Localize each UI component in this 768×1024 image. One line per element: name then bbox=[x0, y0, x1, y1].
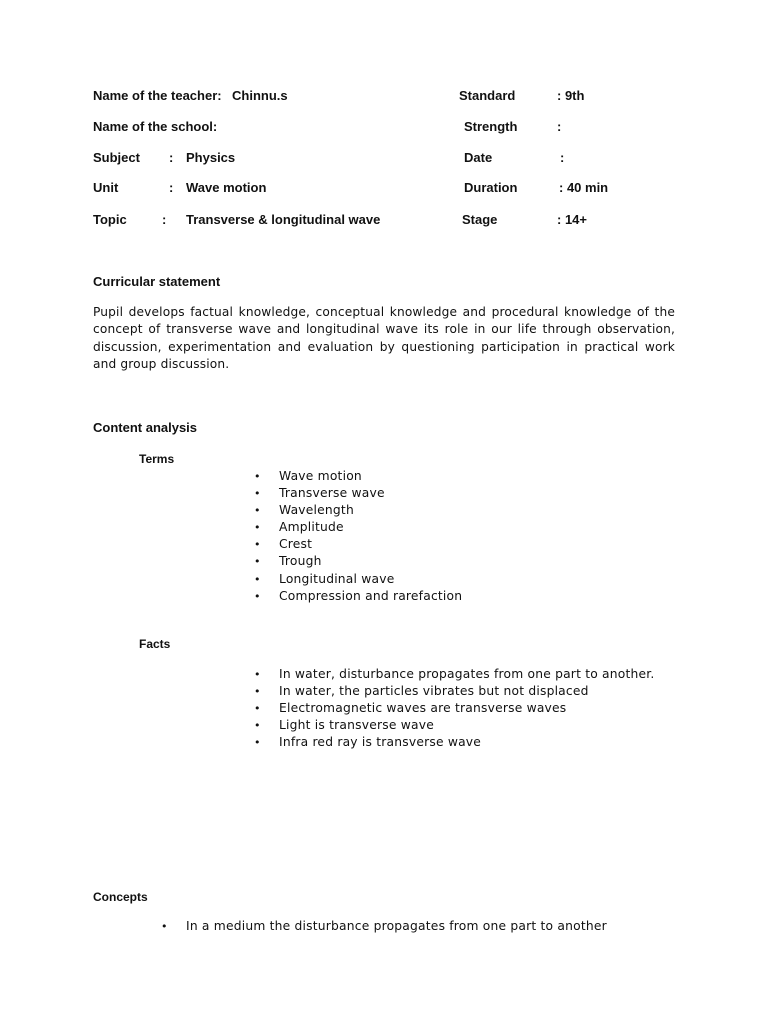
list-item: • Wavelength bbox=[254, 502, 462, 519]
list-item: • Trough bbox=[254, 553, 462, 570]
list-item: • Crest bbox=[254, 536, 462, 553]
teacher-label: Name of the teacher: bbox=[93, 88, 222, 103]
list-item: • Electromagnetic waves are transverse waves bbox=[254, 700, 655, 717]
facts-list bbox=[254, 666, 655, 751]
date-label: Date bbox=[464, 150, 493, 165]
concepts-list bbox=[161, 918, 607, 935]
list-item: • In water, the particles vibrates but not displaced bbox=[254, 683, 655, 700]
list-item: • Infra red ray is transverse wave bbox=[254, 734, 655, 751]
standard-value: : 9th bbox=[557, 88, 585, 103]
topic-colon: : bbox=[162, 212, 167, 227]
teacher-value: Chinnu.s bbox=[232, 88, 288, 103]
content-analysis-heading: Content analysis bbox=[93, 420, 198, 435]
date-value: : bbox=[560, 150, 565, 165]
subject-colon: : bbox=[169, 150, 174, 165]
strength-label: Strength bbox=[464, 119, 518, 134]
topic-value: Transverse & longitudinal wave bbox=[186, 212, 381, 227]
duration-value: : 40 min bbox=[559, 180, 609, 195]
list-item: • Light is transverse wave bbox=[254, 717, 655, 734]
unit-value: Wave motion bbox=[186, 180, 267, 195]
unit-colon: : bbox=[169, 180, 174, 195]
list-item: • Longitudinal wave bbox=[254, 571, 462, 588]
list-item: • In water, disturbance propagates from one part to another. bbox=[254, 666, 655, 683]
standard-label: Standard bbox=[459, 88, 516, 103]
list-item: • Transverse wave bbox=[254, 485, 462, 502]
stage-label: Stage bbox=[462, 212, 498, 227]
subject-label: Subject bbox=[93, 150, 140, 165]
list-item: • In a medium the disturbance propagates from one part to another bbox=[161, 918, 607, 935]
curricular-heading: Curricular statement bbox=[93, 274, 221, 289]
terms-list bbox=[254, 468, 462, 605]
unit-label: Unit bbox=[93, 180, 119, 195]
list-item: • Amplitude bbox=[254, 519, 462, 536]
list-item: • Wave motion bbox=[254, 468, 462, 485]
curricular-paragraph: Pupil develops factual knowledge, conceptual knowledge and procedural knowledge of the concept of transverse wave and longitudinal wave its role in our life through observation, discussion, experimentation and evaluation by questioning participation in practical work and group discussion. bbox=[93, 305, 675, 371]
subject-value: Physics bbox=[186, 150, 236, 165]
stage-value: : 14+ bbox=[557, 212, 587, 227]
strength-value: : bbox=[557, 119, 562, 134]
facts-label: Facts bbox=[139, 637, 171, 651]
concepts-label: Concepts bbox=[93, 890, 148, 904]
school-label: Name of the school: bbox=[93, 119, 218, 134]
list-item: • Compression and rarefaction bbox=[254, 588, 462, 605]
topic-label: Topic bbox=[93, 212, 127, 227]
duration-label: Duration bbox=[464, 180, 518, 195]
terms-label: Terms bbox=[139, 452, 175, 466]
